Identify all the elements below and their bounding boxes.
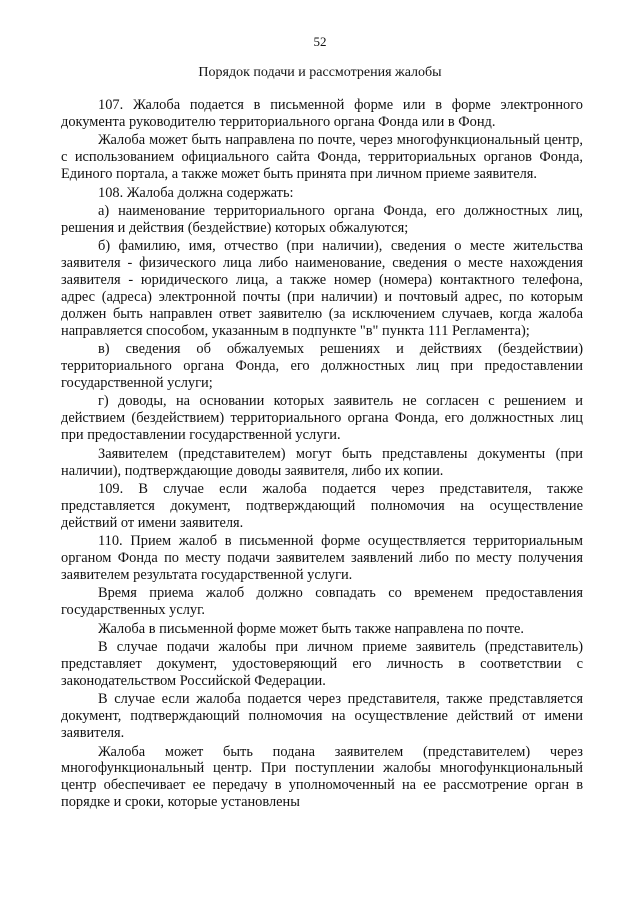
page-number: 52 xyxy=(313,34,327,49)
paragraph-108: 108. Жалоба должна содержать: xyxy=(98,184,294,201)
paragraph-108-a: а) наименование территориального органа Фонда, его должностных лиц, решения и действия (бездействие) которых обжалуются; xyxy=(61,202,583,236)
paragraph-109: 109. В случае если жалоба подается через представителя, также представляется документ, подтверждающий полномочия на осуществление действий от имени заявителя. xyxy=(61,480,583,531)
paragraph-reception-time: Время приема жалоб должно совпадать со временем предоставления государственных услуг. xyxy=(61,585,583,619)
paragraph-110: 110. Прием жалоб в письменной форме осуществляется территориальным органом Фонда по месту подачи заявителем заявлений либо по месту получения заявителем результата государственной услуги. xyxy=(61,533,583,583)
paragraph-108-g: г) доводы, на основании которых заявитель не согласен с решением и действием (бездействием) территориального органа Фонда, его должностных лиц при предоставлении государственной услуги. xyxy=(61,393,583,444)
paragraph-by-post: Жалоба в письменной форме может быть также направлена по почте. xyxy=(98,620,525,637)
paragraph-108-b: б) фамилию, имя, отчество (при наличии), сведения о месте жительства заявителя - физического лица либо наименование, сведения о месте нахождения заявителя - юридического лица, а также номер (номера) контактного телефона, адрес (адреса) электронной почты (при наличии) и почтовый адрес, по которым должен быть направлен ответ заявителю (за исключением случаев, когда жалоба направляется способом, указанным в подпункте "в" пункта 111 Регламента); xyxy=(61,238,583,339)
paragraph-supporting-documents: Заявителем (представителем) могут быть представлены документы (при наличии), подтверждающие доводы заявителя, либо их копии. xyxy=(61,445,583,479)
paragraph-submission-channels: Жалоба может быть направлена по почте, через многофункциональный центр, с использованием официального сайта Фонда, территориальных органов Фонда, Единого портала, а также может быть принята при личном приеме заявителя. xyxy=(61,132,583,183)
paragraph-mfc: Жалоба может быть подана заявителем (представителем) через многофункциональный центр. При поступлении жалобы многофункциональный центр обеспечивает ее передачу в уполномоченный на ее рассмотрение орган в порядке и сроки, которые установлены xyxy=(61,743,583,811)
paragraph-108-v: в) сведения об обжалуемых решениях и действиях (бездействии) территориального органа Фонда, его должностных лиц при предоставлении государственной услуги; xyxy=(61,341,583,391)
paragraph-personal-reception: В случае подачи жалобы при личном приеме заявитель (представитель) представляет документ, удостоверяющий его личность в соответствии с законодательством Российской Федерации. xyxy=(61,639,583,689)
paragraph-representative: В случае если жалоба подается через представителя, также представляется документ, подтверждающий полномочия на осуществление действий от имени заявителя. xyxy=(61,691,583,742)
paragraph-107: 107. Жалоба подается в письменной форме или в форме электронного документа руководителю территориального органа Фонда или в Фонд. xyxy=(61,97,583,130)
body-text xyxy=(61,97,583,813)
section-title: Порядок подачи и рассмотрения жалобы xyxy=(198,65,442,80)
